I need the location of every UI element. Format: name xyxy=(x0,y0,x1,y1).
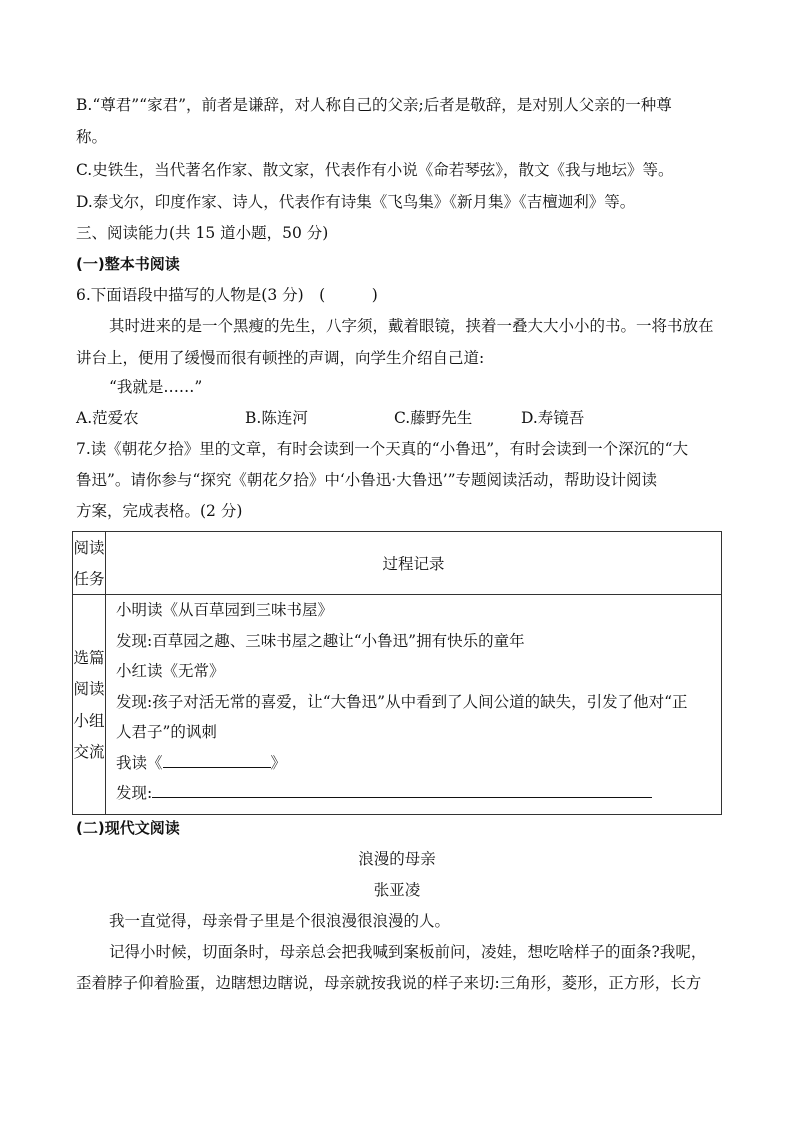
task-text-4: 交流 xyxy=(73,743,105,761)
record-line-2: 发现:百草园之趣、三味书屋之趣让“小鲁迅”拥有快乐的童年 xyxy=(116,631,525,650)
task-cell xyxy=(73,595,106,815)
article-title: 浪漫的母亲 xyxy=(358,850,436,868)
question-6: 6.下面语段中描写的人物是(3 分) ( ) xyxy=(76,286,378,304)
option-c-line: C.史铁生，当代著名作家、散文家，代表作有小说《命若琴弦》，散文《我与地坛》等。 xyxy=(76,161,674,179)
article-paragraph-1: 我一直觉得，母亲骨子里是个很浪漫很浪漫的人。 xyxy=(109,912,451,930)
header-task-text-1: 阅读 xyxy=(73,539,105,557)
record-line-6 xyxy=(106,748,721,779)
header-task-text-2: 任务 xyxy=(73,570,105,588)
record-line-1: 小明读《从百草园到三味书屋》 xyxy=(116,601,334,619)
record-line-7 xyxy=(106,778,721,809)
article-paragraph-2-line-2: 歪着脖子仰着脸蛋，边瞎想边瞎说，母亲就按我说的样子来切:三角形，菱形，正方形，长方 xyxy=(76,974,702,992)
table-body-row xyxy=(73,595,722,815)
q6-option-d: D.寿镜吾 xyxy=(521,409,585,427)
reading-plan-table xyxy=(72,531,722,815)
question-7-line-3: 方案，完成表格。(2 分) xyxy=(76,502,243,520)
q6-option-c: C.藤野先生 xyxy=(394,409,473,427)
article-paragraph-2-line-1: 记得小时候，切面条时，母亲总会把我喊到案板前问，凌娃，想吃啥样子的面条?我呢， xyxy=(109,943,707,961)
task-text-3: 小组 xyxy=(73,711,105,730)
question-7-line-2: 鲁迅”。请你参与“探究《朝花夕拾》中‘小鲁迅·大鲁迅’”专题阅读活动，帮助设计阅读 xyxy=(76,471,658,489)
q6-passage-line-1: 其时进来的是一个黑瘦的先生，八字须，戴着眼镜，挟着一叠大大小小的书。一将书放在 xyxy=(109,317,714,335)
section-3-heading: 三、阅读能力(共 15 道小题，50 分) xyxy=(76,224,329,242)
task-text-2: 阅读 xyxy=(73,680,105,698)
q6-passage-line-3: “我就是……” xyxy=(109,378,203,396)
option-b-line-2: 称。 xyxy=(76,128,108,146)
header-task-cell xyxy=(73,532,106,595)
table-header-row xyxy=(73,532,722,595)
header-record-cell: 过程记录 xyxy=(106,532,722,595)
option-d-line: D.泰戈尔，印度作家、诗人，代表作有诗集《飞鸟集》《新月集》《吉檀迦利》等。 xyxy=(76,193,636,211)
task-text-1: 选篇 xyxy=(73,648,105,667)
question-7-line-1: 7.读《朝花夕拾》里的文章，有时会读到一个天真的“小鲁迅”，有时会读到一个深沉的“大 xyxy=(76,440,689,458)
my-reading-close-mark: 》 xyxy=(270,753,287,772)
record-cell xyxy=(106,595,722,815)
q6-option-b: B.陈连河 xyxy=(245,409,308,427)
option-b-line-1: B.“尊君”“家君”，前者是谦辞，对人称自己的父亲;后者是敬辞，是对别人父亲的一种尊 xyxy=(76,96,672,114)
my-finding-label: 发现: xyxy=(116,784,153,802)
q6-passage-line-2: 讲台上，便用了缓慢而很有顿挫的声调，向学生介绍自己道: xyxy=(76,349,485,367)
record-line-3: 小红读《无常》 xyxy=(116,662,225,680)
subsection-1-heading: (一)整本书阅读 xyxy=(76,255,180,273)
my-reading-title-blank[interactable] xyxy=(163,753,271,768)
record-line-4: 发现:孩子对活无常的喜爱，让“大鲁迅”从中看到了人间公道的缺失，引发了他对“正 xyxy=(116,692,688,711)
record-line-5: 人君子”的讽刺 xyxy=(116,723,217,741)
article-author: 张亚凌 xyxy=(373,881,421,899)
q6-option-a: A.范爱农 xyxy=(76,409,139,427)
subsection-2-heading: (二)现代文阅读 xyxy=(76,819,180,837)
my-reading-label: 我读《 xyxy=(116,753,163,772)
my-finding-blank[interactable] xyxy=(152,783,652,798)
